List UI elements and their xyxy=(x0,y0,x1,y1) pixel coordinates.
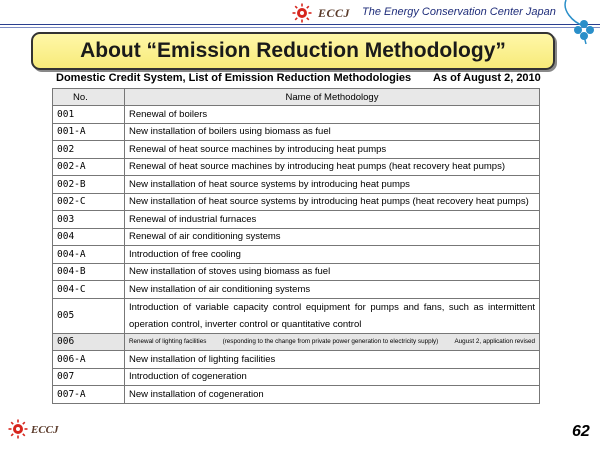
row-number: 004 xyxy=(53,228,125,246)
eccj-sun-logo-icon xyxy=(292,3,312,23)
table-row xyxy=(53,228,540,246)
table-row xyxy=(53,368,540,386)
as-of-date: As of August 2, 2010 xyxy=(433,72,541,84)
column-header-no: No. xyxy=(53,89,125,106)
table-row xyxy=(53,298,540,333)
page-title: About “Emission Reduction Methodology” xyxy=(80,39,506,62)
row-methodology xyxy=(125,333,540,351)
table-row xyxy=(53,281,540,299)
row-number: 004-C xyxy=(53,281,125,299)
row-methodology: New installation of heat source systems by introducing heat pumps (heat recovery heat pumps) xyxy=(125,193,540,211)
row-number: 001-A xyxy=(53,123,125,141)
table-row xyxy=(53,158,540,176)
table-row xyxy=(53,106,540,124)
title-box xyxy=(31,32,555,70)
row-methodology: New installation of cogeneration xyxy=(125,386,540,404)
revised-methodology-name: Renewal of lighting facilities xyxy=(129,338,207,346)
row-methodology: New installation of stoves using biomass as fuel xyxy=(125,263,540,281)
table-row xyxy=(53,246,540,264)
header-org-name: The Energy Conservation Center Japan xyxy=(362,6,556,18)
header-divider xyxy=(0,24,600,25)
table-row xyxy=(53,141,540,159)
row-number: 002-A xyxy=(53,158,125,176)
row-methodology: New installation of boilers using biomass as fuel xyxy=(125,123,540,141)
eccj-footer-sun-logo-icon xyxy=(8,419,28,439)
table-caption: Domestic Credit System, List of Emission Reduction Methodologies xyxy=(56,72,412,84)
row-methodology: Renewal of boilers xyxy=(125,106,540,124)
row-number: 007 xyxy=(53,368,125,386)
table-row xyxy=(53,211,540,229)
row-methodology: Renewal of heat source machines by introducing heat pumps xyxy=(125,141,540,159)
row-methodology: Renewal of industrial furnaces xyxy=(125,211,540,229)
column-header-name: Name of Methodology xyxy=(125,89,540,106)
table-row xyxy=(53,386,540,404)
table-row xyxy=(53,351,540,369)
row-methodology: Introduction of cogeneration xyxy=(125,368,540,386)
revised-row-content xyxy=(129,338,535,345)
row-methodology: Renewal of heat source machines by introducing heat pumps (heat recovery heat pumps) xyxy=(125,158,540,176)
table-header-row xyxy=(53,89,540,106)
table-row xyxy=(53,193,540,211)
row-number: 002-C xyxy=(53,193,125,211)
row-methodology: New installation of heat source systems by introducing heat pumps xyxy=(125,176,540,194)
row-number: 005 xyxy=(53,298,125,333)
row-methodology: Introduction of variable capacity control equipment for pumps and fans, such as intermittent operation control, inverter control or quantitative control xyxy=(125,298,540,333)
methodology-table xyxy=(52,88,540,404)
row-number: 003 xyxy=(53,211,125,229)
row-methodology: New installation of air conditioning systems xyxy=(125,281,540,299)
table-row xyxy=(53,123,540,141)
header-logo-text: ECCJ xyxy=(318,6,351,20)
row-methodology: Renewal of air conditioning systems xyxy=(125,228,540,246)
revision-status: August 2, application revised xyxy=(454,338,535,346)
table-row-revised xyxy=(53,333,540,351)
row-methodology: New installation of lighting facilities xyxy=(125,351,540,369)
row-number: 004-B xyxy=(53,263,125,281)
row-methodology: Introduction of free cooling xyxy=(125,246,540,264)
row-number: 002 xyxy=(53,141,125,159)
clover-decoration-icon xyxy=(548,0,600,60)
row-number: 006 xyxy=(53,333,125,351)
table-row xyxy=(53,176,540,194)
revised-methodology-note: (responding to the change from private power generation to electricity supply) xyxy=(222,338,439,346)
page-number: 62 xyxy=(572,423,590,440)
table-row xyxy=(53,263,540,281)
row-number: 007-A xyxy=(53,386,125,404)
row-number: 001 xyxy=(53,106,125,124)
footer-logo-text: ECCJ xyxy=(31,424,59,436)
row-number: 006-A xyxy=(53,351,125,369)
header-divider-secondary xyxy=(0,27,600,28)
header-bar xyxy=(0,0,600,26)
row-number: 004-A xyxy=(53,246,125,264)
row-number: 002-B xyxy=(53,176,125,194)
